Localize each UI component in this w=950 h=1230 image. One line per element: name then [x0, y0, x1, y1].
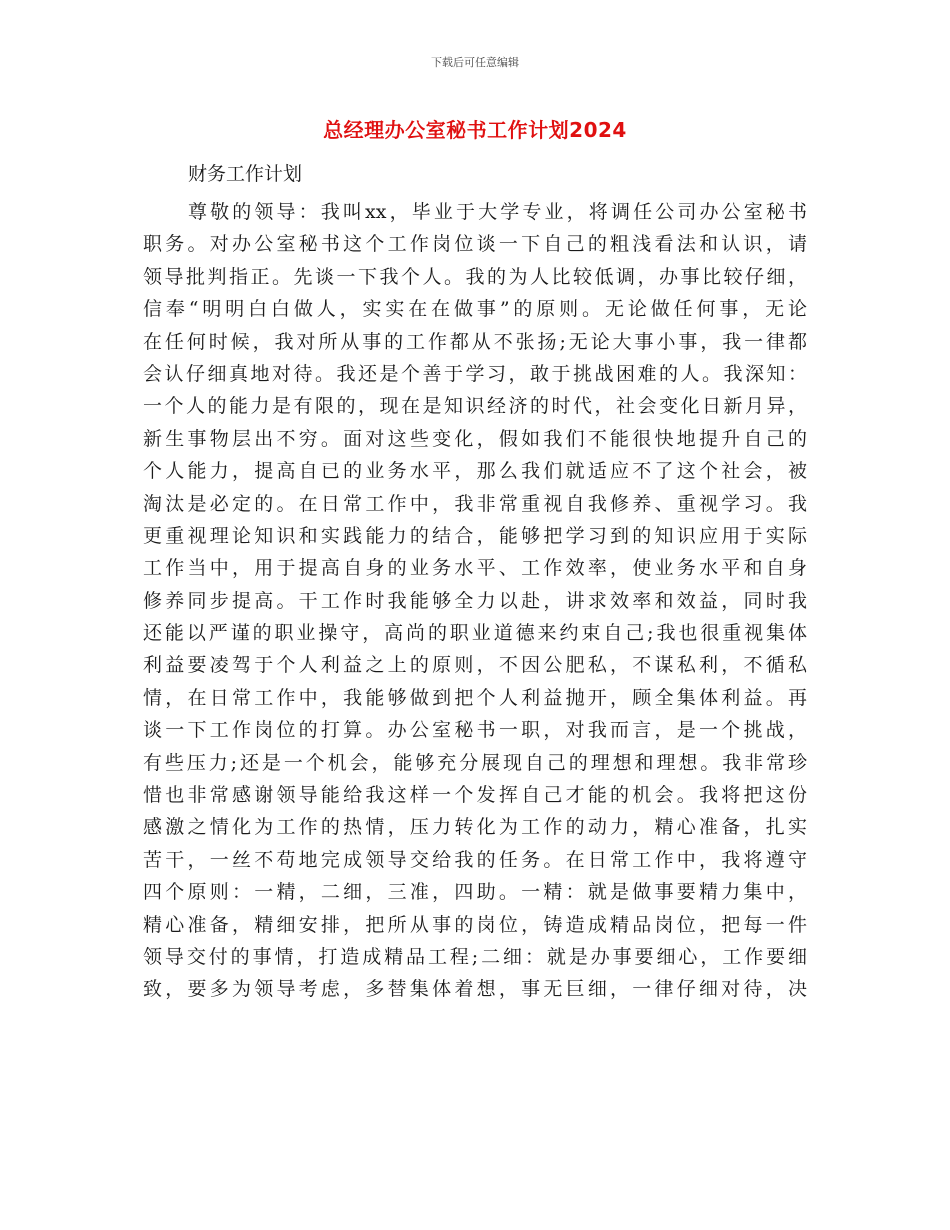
body-line: 尊敬的领导：我叫xx，毕业于大学专业，将调任公司办公室秘书: [188, 201, 807, 223]
body-line: 领导批判指正。先谈一下我个人。我的为人比较低调，办事比较仔细，: [143, 265, 807, 288]
body-line: 更重视理论知识和实践能力的结合，能够把学习到的知识应用于实际: [143, 524, 807, 547]
body-line: 谈一下工作岗位的打算。办公室秘书一职，对我而言，是一个挑战，: [143, 719, 807, 742]
header-note: 下载后可任意编辑: [431, 56, 519, 69]
body-line: 会认仔细真地对待。我还是个善于学习，敢于挑战困难的人。我深知：: [143, 362, 807, 385]
body-line: 领导交付的事情，打造成精品工程;二细：就是办事要细心，工作要细: [143, 945, 807, 968]
body-line: 在任何时候，我对所从事的工作都从不张扬;无论大事小事，我一律都: [143, 330, 807, 353]
body-line: 一个人的能力是有限的，现在是知识经济的时代，社会变化日新月异，: [143, 395, 807, 418]
body-line: 情，在日常工作中，我能够做到把个人利益抛开，顾全集体利益。再: [143, 686, 807, 709]
body-line: 有些压力;还是一个机会，能够充分展现自己的理想和理想。我非常珍: [143, 751, 807, 774]
section-heading: 财务工作计划: [188, 163, 303, 185]
body-line: 信奉“明明白白做人，实实在在做事”的原则。无论做任何事，无论: [143, 298, 807, 321]
body-text: [143, 196, 807, 1006]
body-line: 工作当中，用于提高自身的业务水平、工作效率，使业务水平和自身: [143, 557, 807, 580]
body-line: 个人能力，提高自已的业务水平，那么我们就适应不了这个社会，被: [143, 460, 807, 483]
document-title: 总经理办公室秘书工作计划2024: [323, 118, 627, 142]
body-line: 淘汰是必定的。在日常工作中，我非常重视自我修养、重视学习。我: [143, 492, 807, 515]
body-line: 修养同步提高。干工作时我能够全力以赴，讲求效率和效益，同时我: [143, 589, 807, 612]
body-line: 利益要凌驾于个人利益之上的原则，不因公肥私，不谋私利，不循私: [143, 654, 807, 677]
body-line: 精心准备，精细安排，把所从事的岗位，铸造成精品岗位，把每一件: [143, 913, 807, 936]
body-line: 新生事物层出不穷。面对这些变化，假如我们不能很快地提升自己的: [143, 427, 807, 450]
body-line: 感激之情化为工作的热情，压力转化为工作的动力，精心准备，扎实: [143, 816, 807, 839]
body-line: 致，要多为领导考虑，多替集体着想，事无巨细，一律仔细对待，决: [143, 978, 807, 1001]
body-line: 惜也非常感谢领导能给我这样一个发挥自己才能的机会。我将把这份: [143, 784, 807, 807]
body-line: 四个原则：一精，二细，三准，四助。一精：就是做事要精力集中，: [143, 881, 807, 904]
body-line: 还能以严谨的职业操守，高尚的职业道德来约束自己;我也很重视集体: [143, 622, 807, 645]
body-line: 苦干，一丝不苟地完成领导交给我的任务。在日常工作中，我将遵守: [143, 848, 807, 871]
body-line: 职务。对办公室秘书这个工作岗位谈一下自己的粗浅看法和认识，请: [143, 233, 807, 256]
